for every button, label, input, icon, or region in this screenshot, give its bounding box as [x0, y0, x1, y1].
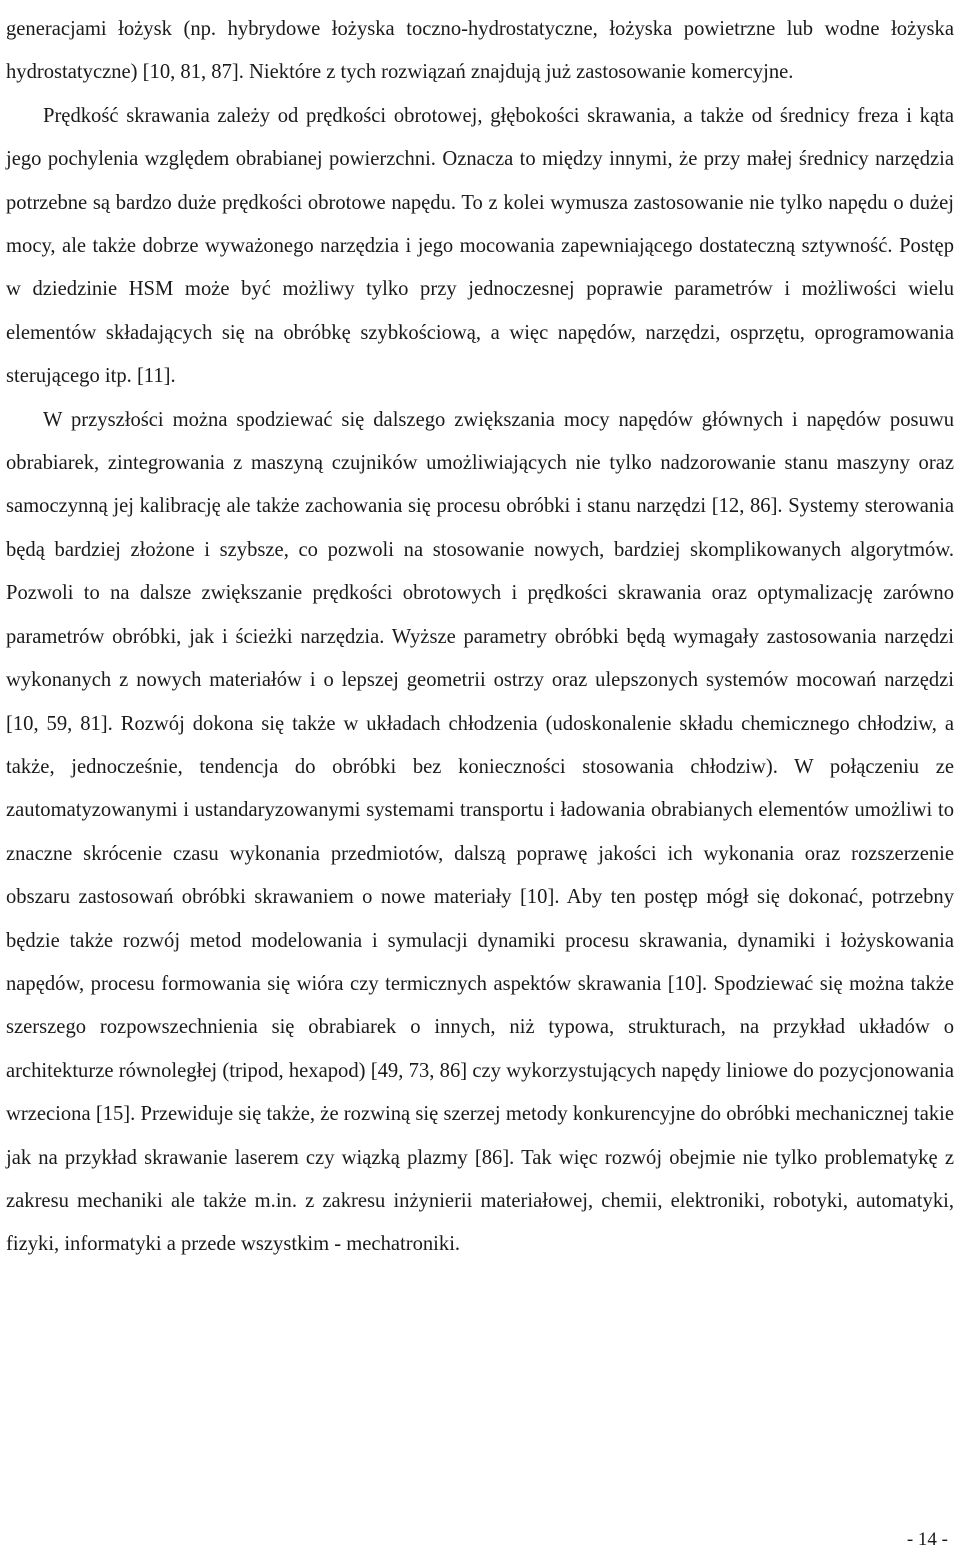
page-number: - 14 - — [906, 1529, 948, 1550]
paragraph-2: Prędkość skrawania zależy od prędkości obrotowej, głębokości skrawania, a także od średnicy freza i kąta jego pochylenia względem obrabianej powierzchni. Oznacza to między innymi, że przy małej średnicy narzędzia potrzebne są bardzo duże prędkości obrotowe napędu. To z kolei wymusza zastosowanie nie tylko napędu o dużej mocy, ale także dobrze wyważonego narzędzia i jego mocowania zapewniającego dostateczną sztywność. Postęp w dziedzinie HSM może być możliwy tylko przy jednoczesnej poprawie parametrów i możliwości wielu elementów składających się na obróbkę szybkościową, a więc napędów, narzędzi, osprzętu, oprogramowania sterującego itp. [11]. — [6, 104, 954, 388]
paragraph-1: generacjami łożysk (np. hybrydowe łożyska toczno-hydrostatyczne, łożyska powietrzne lub wodne łożyska hydrostatyczne) [10, 81, 87]. Niektóre z tych rozwiązań znajdują już zastosowanie komercyjne. — [6, 18, 954, 84]
paragraph-3: W przyszłości można spodziewać się dalszego zwiększania mocy napędów głównych i napędów posuwu obrabiarek, zintegrowania z maszyną czujników umożliwiających nie tylko nadzorowanie stanu maszyny oraz samoczynną jej kalibrację ale także zachowania się procesu obróbki i stanu narzędzi [12, 86]. Systemy sterowania będą bardziej złożone i szybsze, co pozwoli na stosowanie nowych, bardziej skomplikowanych algorytmów. Pozwoli to na dalsze zwiększanie prędkości obrotowych i prędkości skrawania oraz optymalizację zarówno parametrów obróbki, jak i ścieżki narzędzia. Wyższe parametry obróbki będą wymagały zastosowania narzędzi wykonanych z nowych materiałów i o lepszej geometrii ostrzy oraz ulepszonych systemów mocowań narzędzi [10, 59, 81]. Rozwój dokona się także w układach chłodzenia (udoskonalenie składu chemicznego chłodziw, a także, jednocześnie, tendencja do obróbki bez konieczności stosowania chłodziw). W połączeniu ze zautomatyzowanymi i ustandaryzowanymi systemami transportu i ładowania obrabianych elementów umożliwi to znaczne skrócenie czasu wykonania przedmiotów, dalszą poprawę jakości ich wykonania oraz rozszerzenie obszaru zastosowań obróbki skrawaniem o nowe materiały [10]. Aby ten postęp mógł się dokonać, potrzebny będzie także rozwój metod modelowania i symulacji dynamiki procesu skrawania, dynamiki i łożyskowania napędów, procesu formowania się wióra czy termicznych aspektów skrawania [10]. Spodziewać się można także szerszego rozpowszechnienia się obrabiarek o innych, niż typowa, strukturach, na przykład układów o architekturze równoległej (tripod, hexapod) [49, 73, 86] czy wykorzystujących napędy liniowe do pozycjonowania wrzeciona [15]. Przewiduje się także, że rozwiną się szerzej metody konkurencyjne do obróbki mechanicznej takie jak na przykład skrawanie laserem czy wiązką plazmy [86]. Tak więc rozwój obejmie nie tylko problematykę z zakresu mechaniki ale także m.in. z zakresu inżynierii materiałowej, chemii, elektroniki, robotyki, automatyki, fizyki, informatyki a przede wszystkim - mechatroniki. — [6, 408, 954, 1256]
